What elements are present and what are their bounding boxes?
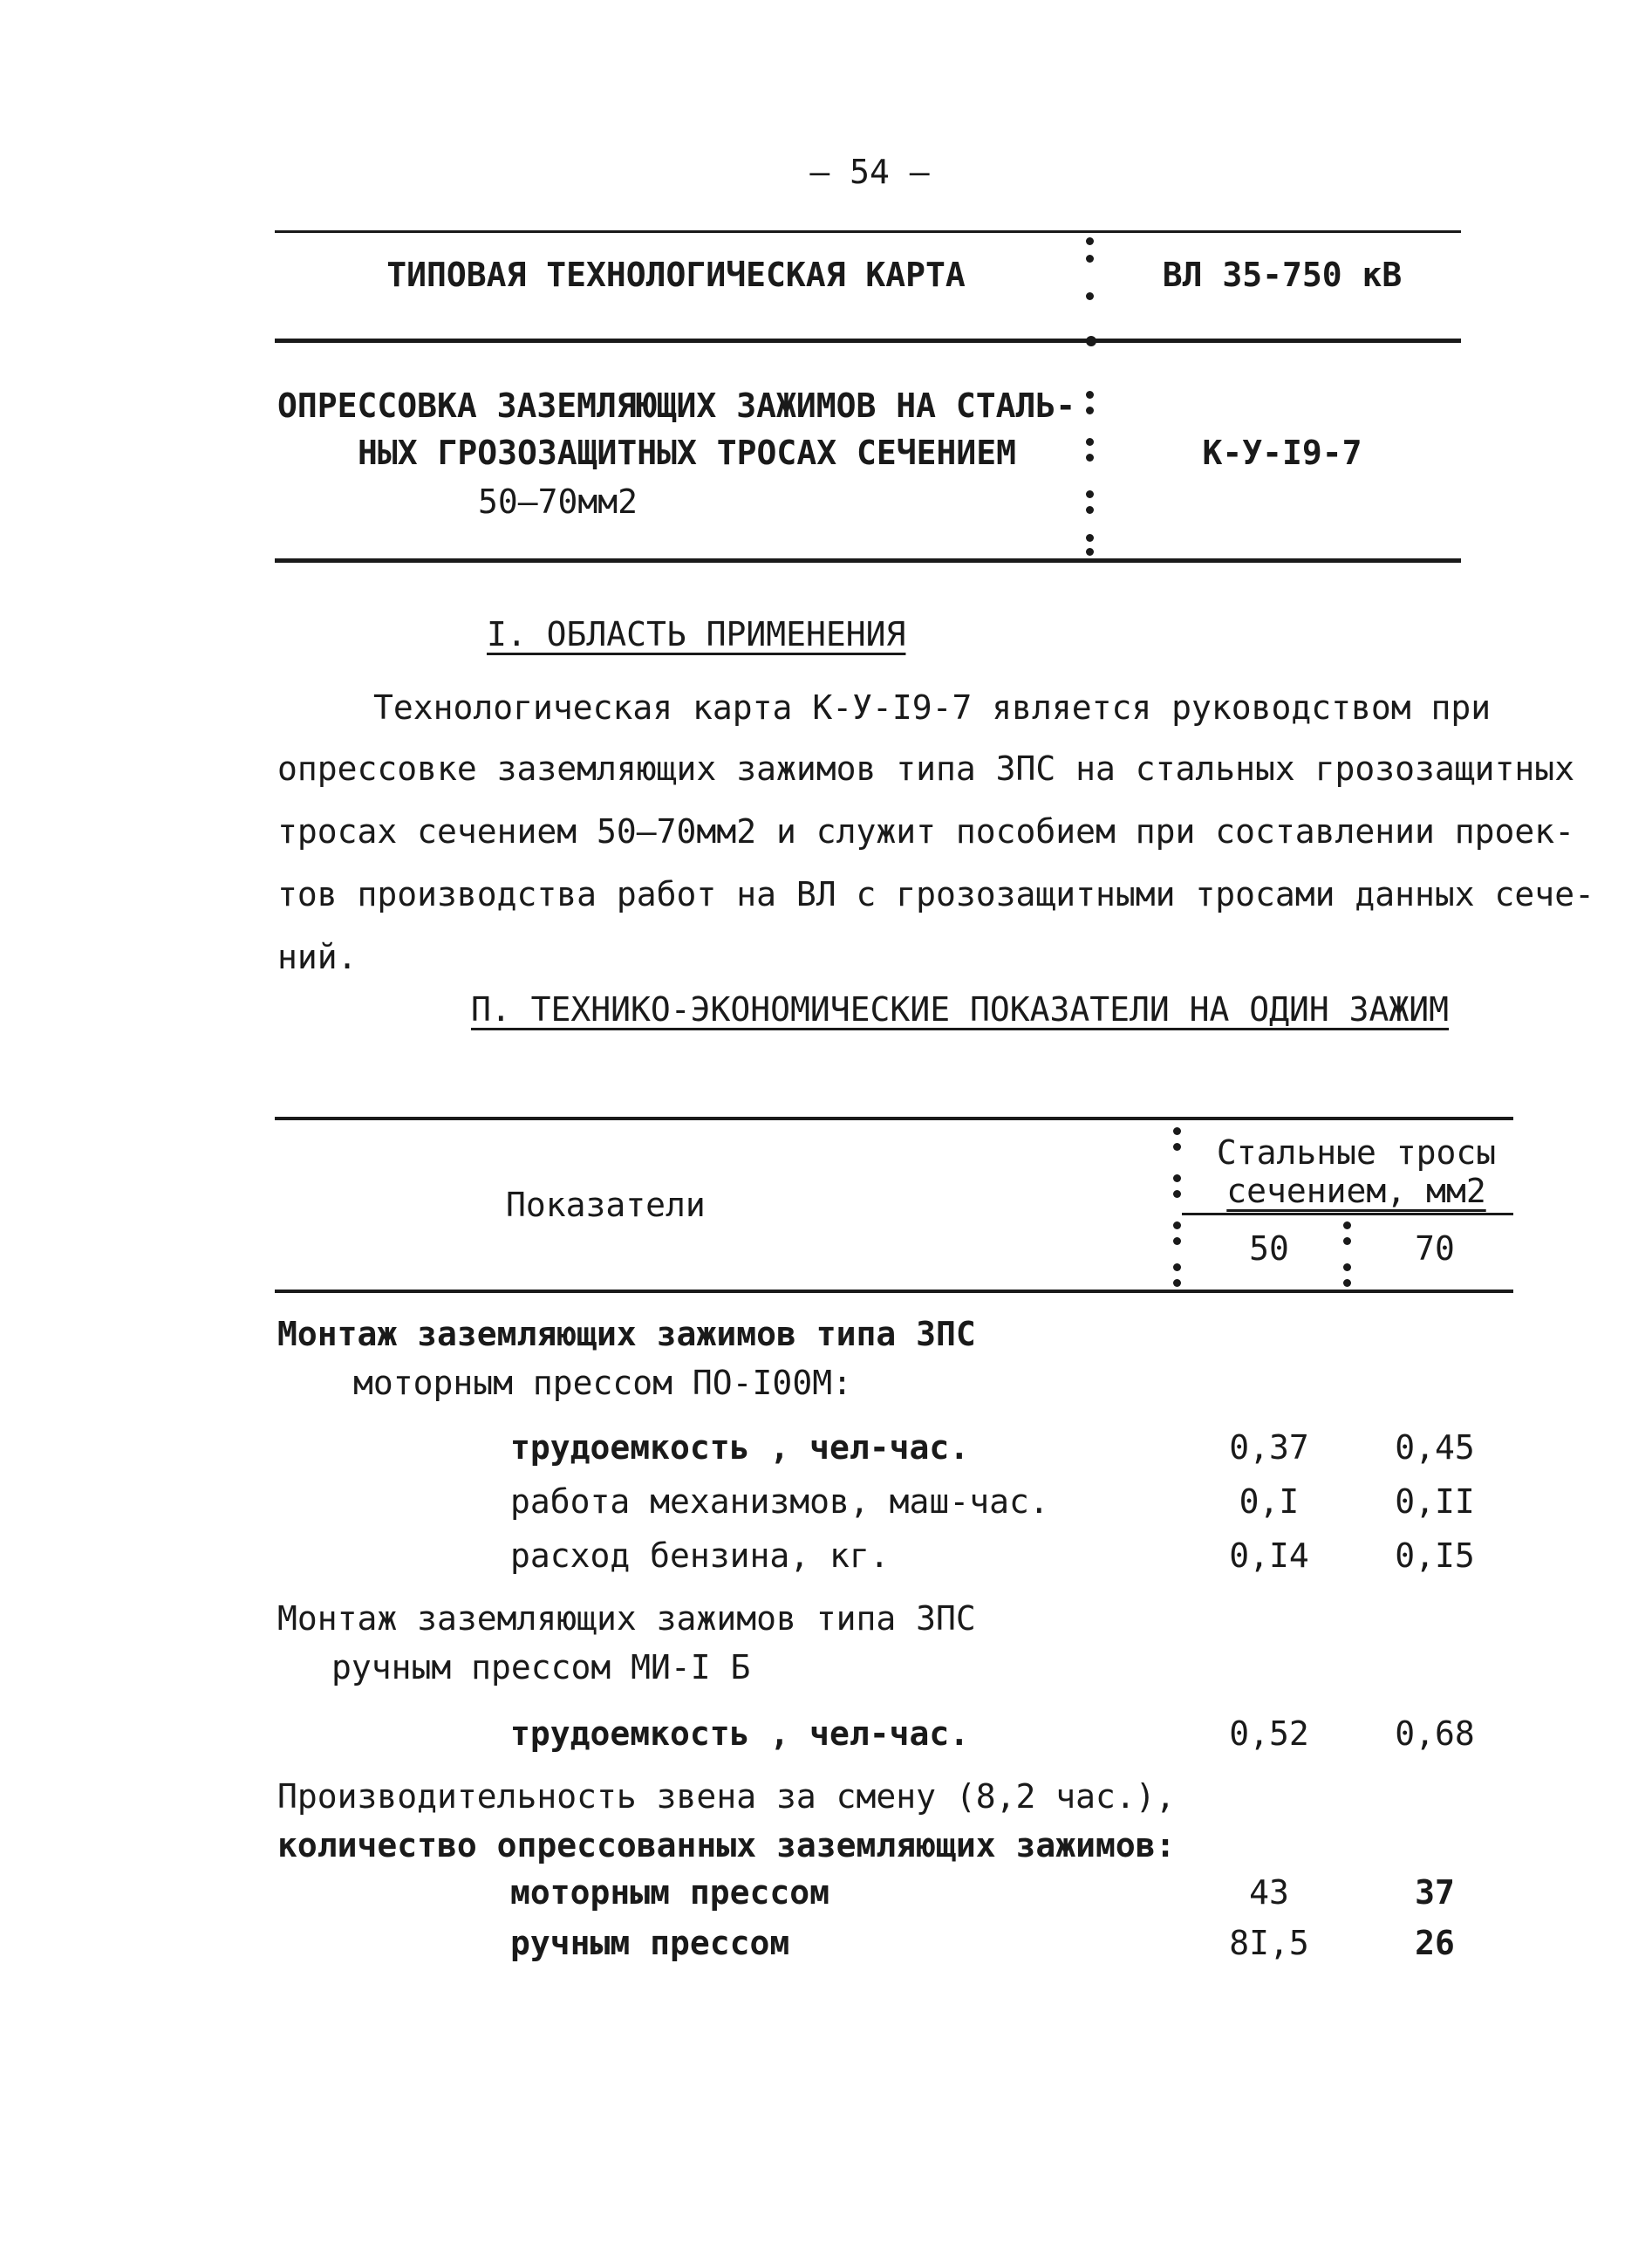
subject-line-1: ОПРЕССОВКА ЗАЗЕМЛЯЮЩИХ ЗАЖИМОВ НА СТАЛЬ- [277,387,1076,425]
separator-dot [1173,1127,1181,1135]
table-header-bottom-rule [275,1290,1513,1293]
separator-dot [1086,548,1094,556]
separator-dot [1086,336,1096,346]
row-value-50: 0,52 [1229,1714,1309,1753]
separator-dot [1086,292,1094,300]
group1-line-2: моторным прессом ПО-I00М: [353,1364,852,1402]
row-label: работа механизмов, маш-час. [510,1482,1049,1521]
para-line-1: Технологическая карта К-У-I9-7 является руководством при [373,688,1492,727]
separator-dot [1173,1143,1181,1151]
separator-dot [1086,391,1094,399]
group2-line-1: Монтаж заземляющих зажимов типа ЗПС [277,1599,976,1638]
line-code: ВЛ 35-750 кВ [1162,256,1403,294]
col-70-header: 70 [1415,1229,1455,1268]
row-value-50: 0,I4 [1229,1536,1309,1575]
row-value-70: 0,II [1395,1482,1475,1521]
row-value-70: 0,I5 [1395,1536,1475,1575]
group2-line-2: ручным прессом МИ-I Б [331,1648,751,1686]
separator-dot [1173,1190,1181,1198]
row-value-70: 26 [1415,1924,1455,1962]
separator-dot [1343,1221,1351,1229]
row-value-70: 0,68 [1395,1714,1475,1753]
card-title: ТИПОВАЯ ТЕХНОЛОГИЧЕСКАЯ КАРТА [386,256,966,294]
group1-line-1: Монтаж заземляющих зажимов типа ЗПС [277,1315,976,1353]
separator-dot [1086,454,1094,462]
row-value-70: 0,45 [1395,1428,1475,1467]
row-value-50: 0,37 [1229,1428,1309,1467]
para-line-3: тросах сечением 50–70мм2 и служит пособием при составлении проек- [277,812,1575,851]
separator-dot [1343,1279,1351,1287]
group3-line-1: Производительность звена за смену (8,2 час.), [277,1777,1176,1816]
card-code: К-У-I9-7 [1202,434,1362,472]
separator-dot [1086,255,1094,263]
row-value-70: 37 [1415,1873,1455,1912]
group-header-line-2: сечением, мм2 [1226,1172,1486,1210]
separator-dot [1086,506,1094,514]
separator-dot [1086,237,1094,245]
separator-dot [1173,1237,1181,1245]
separator-dot [1173,1221,1181,1229]
separator-dot [1086,438,1094,446]
separator-dot [1173,1174,1181,1182]
subject-line-2: НЫХ ГРОЗОЗАЩИТНЫХ ТРОСАХ СЕЧЕНИЕМ [358,434,1016,472]
row-value-50: 0,I [1239,1482,1300,1521]
row-value-50: 43 [1249,1873,1289,1912]
separator-dot [1343,1263,1351,1271]
page-number: – 54 – [809,153,930,191]
header-top-rule [275,230,1461,233]
row-label: моторным прессом [510,1873,830,1912]
col-indicators-header: Показатели [506,1186,706,1224]
separator-dot [1086,534,1094,542]
group-header-rule [1182,1213,1513,1215]
row-label: ручным прессом [510,1924,790,1962]
col-50-header: 50 [1249,1229,1289,1268]
para-line-2: опрессовке заземляющих зажимов типа ЗПС на стальных грозозащитных [277,749,1575,788]
group-header-line-1: Стальные тросы [1216,1133,1497,1172]
header-bottom-rule [275,558,1461,563]
separator-dot [1086,490,1094,498]
para-line-4: тов производства работ на ВЛ с грозозащитными тросами данных сече- [277,875,1594,913]
separator-dot [1173,1263,1181,1271]
para-line-5: ний. [277,938,358,976]
group3-line-2: количество опрессованных заземляющих зажимов: [277,1826,1176,1864]
separator-dot [1343,1237,1351,1245]
subject-line-3: 50–70мм2 [478,482,638,521]
header-mid-rule [275,339,1461,343]
row-label: расход бензина, кг. [510,1536,890,1575]
row-label: трудоемкость , чел-час. [510,1428,970,1467]
row-label: трудоемкость , чел-час. [510,1714,970,1753]
separator-dot [1086,407,1094,414]
section2-heading: П. ТЕХНИКО-ЭКОНОМИЧЕСКИЕ ПОКАЗАТЕЛИ НА ОДИН ЗАЖИМ [471,990,1450,1029]
section1-heading: I. ОБЛАСТЬ ПРИМЕНЕНИЯ [487,615,906,653]
separator-dot [1173,1279,1181,1287]
table-top-rule [275,1117,1513,1120]
row-value-50: 8I,5 [1229,1924,1309,1962]
